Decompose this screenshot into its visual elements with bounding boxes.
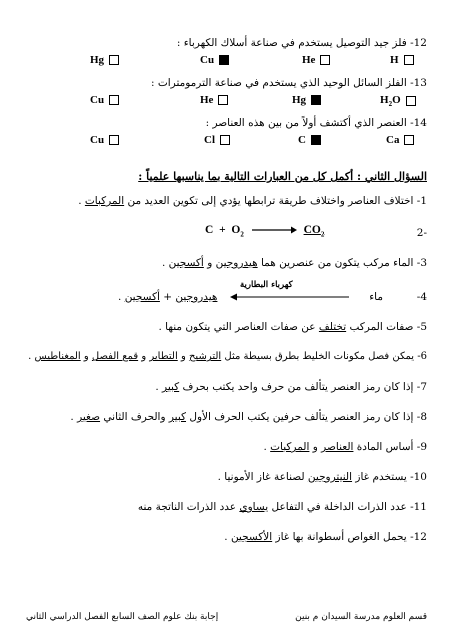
answer: المركبات (84, 195, 125, 207)
item-4-number: 4- (416, 291, 427, 303)
option-label: Cu (90, 134, 105, 146)
item-text: والحرف الثاني (103, 411, 166, 423)
question-12-text: 12- فلز جيد التوصيل يستخدم في صناعة أسلاك الكهرباء : (176, 37, 427, 49)
conjunction: و (83, 351, 89, 362)
item-text: 3- الماء مركب يتكون من عنصرين هما (260, 257, 427, 269)
item-11 (138, 500, 427, 514)
conjunction: و (141, 351, 147, 362)
option-label: Ca (386, 134, 400, 146)
answer: هيدروجين (175, 291, 218, 303)
answer: تختلف (318, 321, 347, 333)
item-7 (155, 380, 427, 394)
option-label: H (390, 54, 399, 66)
option-cu[interactable] (200, 54, 229, 66)
item-2-number: -2 (416, 227, 427, 239)
answer-co2: $CO_2$ (303, 224, 325, 239)
item-1 (78, 194, 427, 208)
option-he[interactable] (302, 54, 330, 66)
checkbox[interactable] (220, 135, 230, 145)
item-end: . (28, 351, 35, 362)
arrow-label: كهرباء البطارية (240, 280, 293, 290)
option-h[interactable] (390, 54, 414, 66)
question-14-options (60, 134, 420, 150)
checkbox-checked[interactable] (311, 135, 321, 145)
option-label: Cu (200, 54, 215, 66)
page-footer (26, 612, 427, 622)
item-4-products (118, 290, 217, 304)
answer: المغناطيس (34, 351, 81, 362)
item-end: . (263, 441, 271, 453)
footer-department: قسم العلوم مدرسة السيدان م بنين (295, 612, 427, 622)
reactant-o2: $O_2$ (231, 224, 244, 239)
checkbox[interactable] (404, 55, 414, 65)
question-12-options (60, 54, 420, 70)
option-he[interactable] (200, 94, 228, 106)
option-label: Hg (292, 94, 307, 106)
option-label: Cl (204, 134, 215, 146)
item-text: 12- يحمل الغواص أسطوانة بها غاز (275, 531, 427, 543)
item-text: 6- يمكن فصل مكونات الخليط بطرق بسيطة مثل (224, 351, 427, 362)
reactant-c: C (205, 224, 214, 236)
item-end: . (224, 531, 231, 543)
answer: الترشيح (188, 351, 222, 362)
answer: أكسجين (168, 257, 204, 269)
item-end: . (78, 195, 85, 207)
conjunction: و (180, 351, 186, 362)
item-5 (158, 320, 427, 334)
footer-title: إجابة بنك علوم الصف السابع الفصل الدراسي الثاني (26, 612, 219, 622)
item-6 (28, 350, 427, 364)
question-13-options (60, 94, 420, 110)
item-end: . (155, 381, 163, 393)
checkbox[interactable] (218, 95, 228, 105)
arrow-left-icon (230, 292, 350, 302)
answer: النيتروجين (307, 471, 353, 483)
answer: يساوي (239, 501, 269, 513)
item-2-equation (205, 224, 324, 238)
checkbox-checked[interactable] (311, 95, 321, 105)
item-4-water: ماء (369, 291, 383, 303)
plus-sign: + (163, 291, 173, 303)
item-text: 10- يستخدم غاز (355, 471, 427, 483)
answer: الأكسجين (230, 531, 273, 543)
item-10 (218, 470, 427, 484)
item-text: 1- اختلاف العناصر واختلاف طريقة ترابطها يؤدي إلى تكوين العديد من (127, 195, 427, 207)
item-text: 7- إذا كان رمز العنصر يتألف من حرف واحد يكتب بحرف (182, 381, 427, 393)
option-c[interactable] (298, 134, 321, 146)
answer: المركبات (270, 441, 310, 453)
answer: كبير (162, 381, 180, 393)
item-12 (224, 530, 427, 544)
item-text: عدد الذرات الناتجة منه (137, 501, 237, 513)
section-2-heading: السؤال الثاني : أكمل كل من العبارات التالية بما يناسبها علمياً : (138, 170, 427, 183)
checkbox[interactable] (406, 96, 416, 106)
answer: أكسجين (124, 291, 160, 303)
option-label: Hg (90, 54, 105, 66)
conjunction: و (312, 441, 318, 453)
option-hg[interactable] (90, 54, 119, 66)
answer: التطاير (149, 351, 178, 362)
answer: كبير (168, 411, 187, 423)
question-14-text: 14- العنصر الذي أكتشف أولاً من بين هذه العناصر : (205, 117, 427, 129)
item-text: 9- أساس المادة (356, 441, 427, 453)
item-end: . (161, 257, 169, 269)
item-text: 11- عدد الذرات الداخلة في التفاعل (271, 501, 427, 513)
item-text: 5- صفات المركب (349, 321, 427, 333)
answer: هيدروجين (215, 257, 258, 269)
arrow-right-icon (251, 225, 297, 235)
option-cu[interactable] (90, 134, 119, 146)
answer: العناصر (321, 441, 354, 453)
option-cu[interactable] (90, 94, 119, 106)
checkbox[interactable] (404, 135, 414, 145)
conjunction: و (207, 257, 213, 269)
option-hg[interactable] (292, 94, 321, 106)
question-13-text: 13- الفلز السائل الوحيد الذي يستخدم في صناعة الترمومترات : (150, 77, 427, 89)
checkbox[interactable] (320, 55, 330, 65)
answer: صغير (77, 411, 101, 423)
checkbox[interactable] (109, 55, 119, 65)
item-text: 8- إذا كان رمز العنصر يتألف حرفين يكتب الحرف الأول (189, 411, 427, 423)
answer: قمع الفصل (91, 351, 139, 362)
item-text: عن صفات العناصر التي يتكون منها . (158, 321, 316, 333)
plus-sign: + (219, 224, 226, 236)
checkbox[interactable] (109, 95, 119, 105)
item-9 (263, 440, 427, 454)
item-end: . (70, 411, 78, 423)
option-label: He (302, 54, 316, 66)
item-8 (70, 410, 427, 424)
item-end: . (118, 291, 125, 303)
option-label: Cu (90, 94, 105, 106)
checkbox-checked[interactable] (219, 55, 229, 65)
option-h2o[interactable] (380, 94, 416, 108)
option-label: $H_2O$ (380, 94, 401, 109)
item-3 (162, 256, 427, 270)
option-ca[interactable] (386, 134, 414, 146)
checkbox[interactable] (109, 135, 119, 145)
option-label: C (298, 134, 306, 146)
option-label: He (200, 94, 214, 106)
item-text: لصناعة غاز الأمونيا . (217, 471, 305, 483)
option-cl[interactable] (204, 134, 230, 146)
